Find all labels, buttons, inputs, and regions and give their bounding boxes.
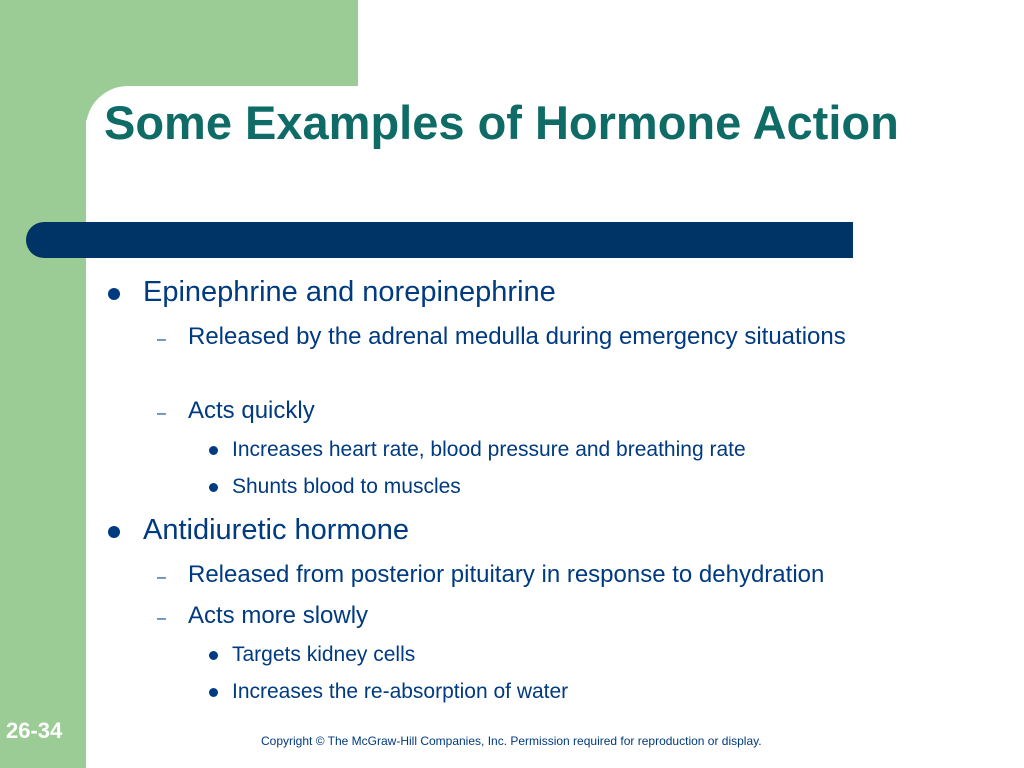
bullet-level3: Shunts blood to muscles xyxy=(232,475,461,498)
bullet-level3: Increases heart rate, blood pressure and breathing rate xyxy=(232,438,746,461)
slide-title: Some Examples of Hormone Action xyxy=(104,96,899,149)
bullet-level2: Acts more slowly xyxy=(188,602,369,629)
bullet-level3: Targets kidney cells xyxy=(232,643,416,666)
bullet-level2: Released by the adrenal medulla during emergency situations xyxy=(188,323,846,350)
dash-icon: – xyxy=(157,405,166,422)
bullet-dot-icon xyxy=(209,688,218,697)
bullet-level2: Released from posterior pituitary in response to dehydration xyxy=(188,561,825,588)
bullet-dot-icon xyxy=(209,651,218,660)
dash-icon: – xyxy=(157,331,166,348)
dash-icon: – xyxy=(157,569,166,586)
bullet-dot-icon xyxy=(209,483,218,492)
bullet-level2: Acts quickly xyxy=(188,397,315,424)
bullet-level1: Antidiuretic hormone xyxy=(143,514,409,546)
bullet-dot-icon xyxy=(209,446,218,455)
bullet-dot-icon xyxy=(108,526,120,538)
dash-icon: – xyxy=(157,610,166,627)
bullet-level3: Increases the re-absorption of water xyxy=(232,680,569,703)
bullet-dot-icon xyxy=(108,288,120,300)
copyright-notice: Copyright © The McGraw-Hill Companies, Inc. Permission required for reproduction or display. xyxy=(261,734,762,748)
bullet-level1: Epinephrine and norepinephrine xyxy=(143,276,556,308)
slide-number: 26-34 xyxy=(6,718,63,743)
